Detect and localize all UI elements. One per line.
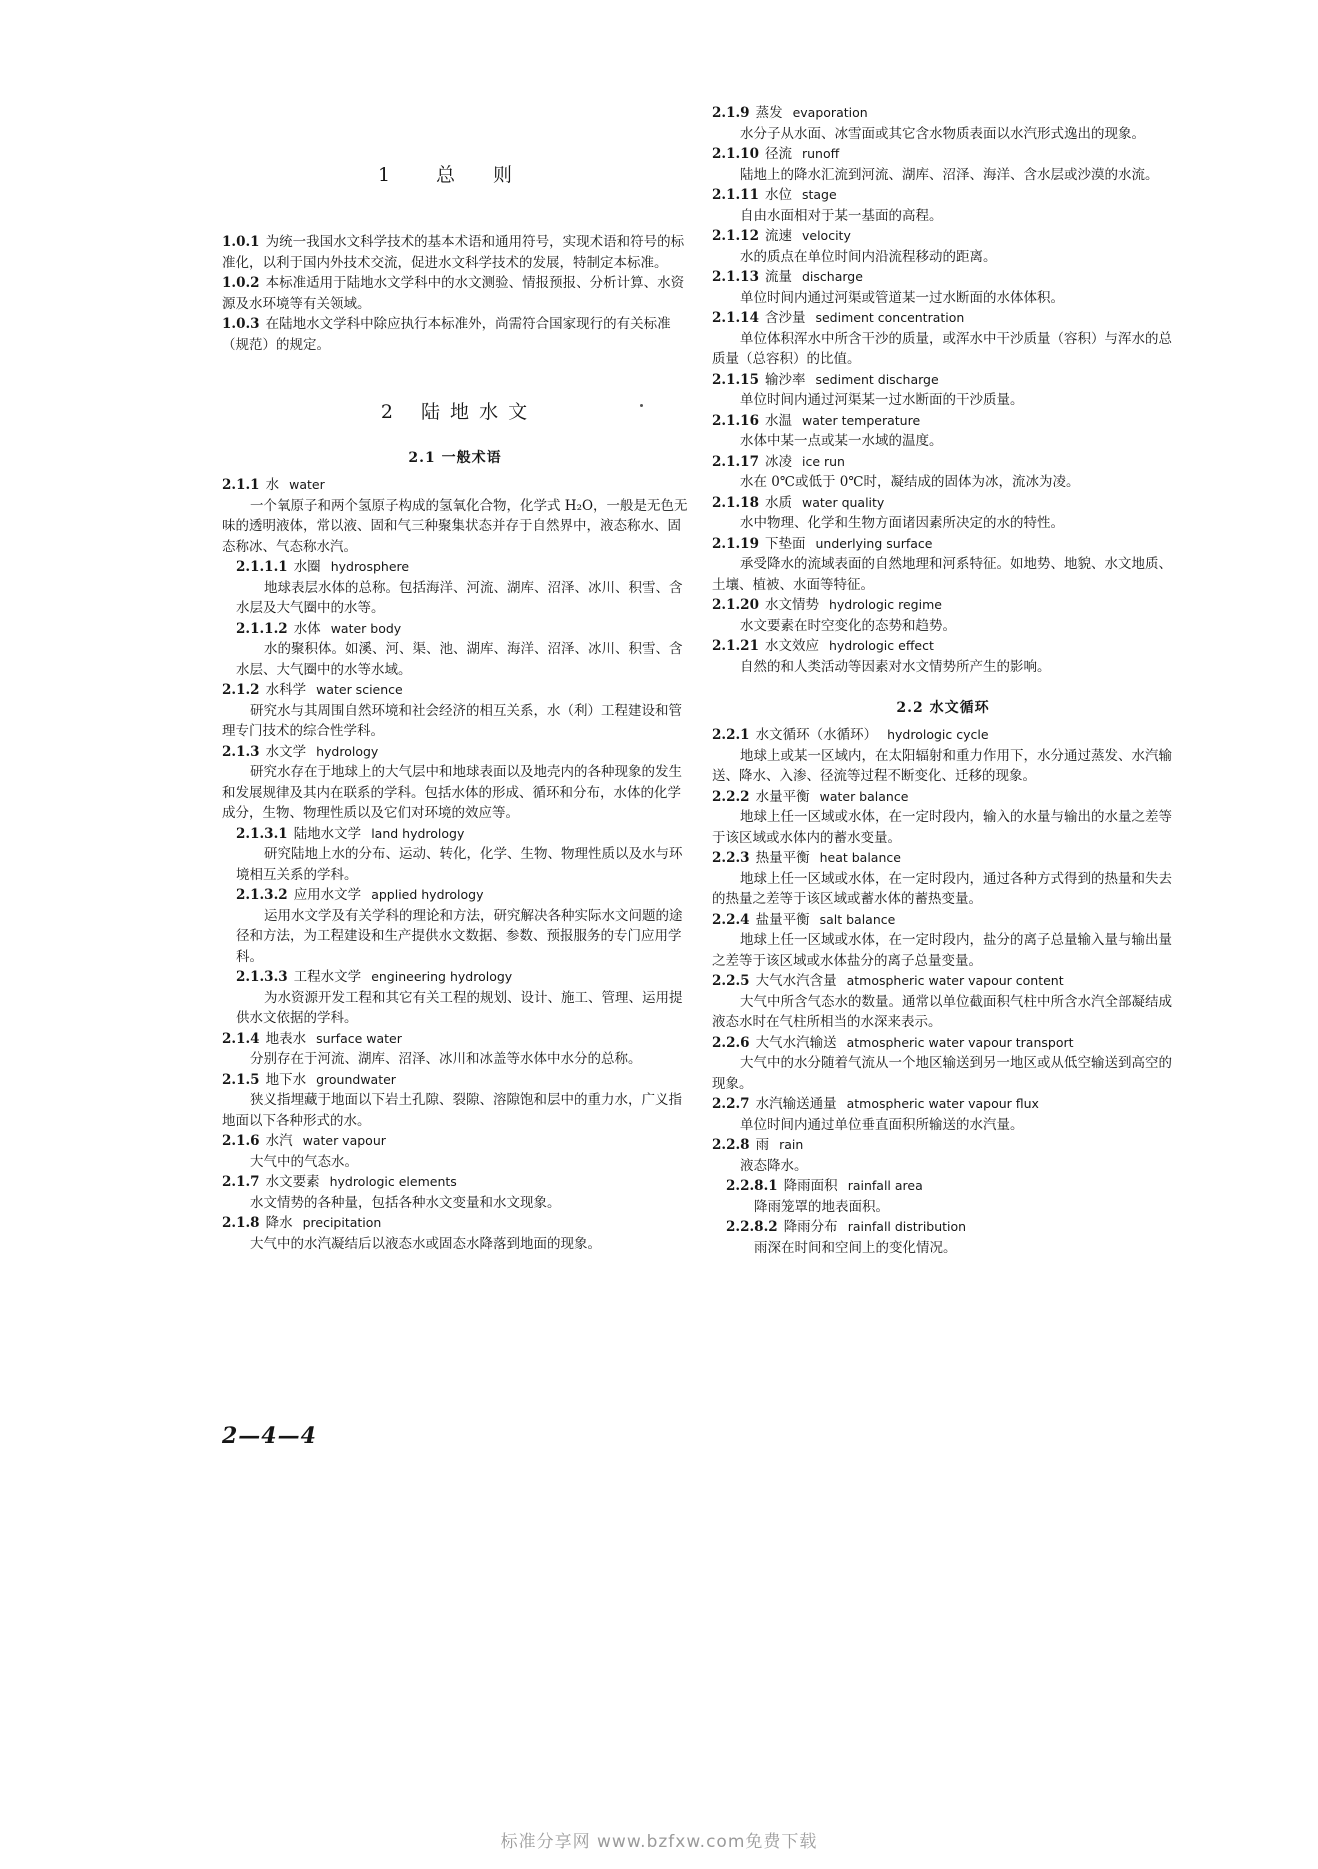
term-english: ice run	[801, 453, 845, 469]
term-list-right-b	[712, 725, 1174, 1258]
term-chinese: 降水	[265, 1215, 293, 1231]
term-chinese: 流速	[764, 228, 792, 244]
term-heading	[222, 475, 688, 496]
term-chinese: 热量平衡	[755, 850, 810, 866]
clause-text: 本标准适用于陆地水文学科中的水文测验、情报预报、分析计算、水资源及水环境等有关领域。	[222, 275, 685, 312]
term-definition: 水文情势的各种量，包括各种水文变量和水文现象。	[250, 1194, 561, 1211]
watermark-text: 标准分享网 www.bzfxw.com免费下载	[500, 1832, 818, 1852]
term-heading	[222, 742, 688, 763]
term-english: heat balance	[819, 850, 901, 865]
term-heading	[712, 267, 1174, 288]
term-chinese: 冰凌	[764, 453, 792, 470]
term-heading	[712, 226, 1174, 247]
term-heading	[712, 595, 1174, 616]
chapter-1-title	[222, 160, 688, 190]
term-chinese: 输沙率	[764, 371, 806, 388]
term-entry	[712, 267, 1174, 308]
term-english: surface water	[316, 1030, 402, 1046]
term-english: water vapour	[302, 1133, 386, 1148]
term-entry	[712, 1094, 1174, 1135]
term-list-right-a	[712, 103, 1174, 677]
term-heading	[712, 910, 1174, 931]
term-heading	[712, 1033, 1174, 1054]
term-definition: 大气中的气态水。	[250, 1153, 358, 1170]
term-number: 2.1.1.2	[236, 620, 288, 637]
term-heading	[726, 1176, 1174, 1197]
term-english: sediment concentration	[815, 310, 965, 325]
term-heading	[712, 493, 1174, 514]
term-english: water temperature	[801, 412, 921, 428]
right-column	[712, 103, 1174, 1258]
term-chinese: 流量	[764, 269, 792, 285]
term-chinese: 大气水汽输送	[755, 1034, 837, 1051]
term-heading	[712, 411, 1174, 432]
term-definition: 液态降水。	[740, 1157, 808, 1174]
term-english: precipitation	[302, 1215, 382, 1230]
term-chinese: 水文循环（水循环）	[755, 727, 878, 743]
term-english: velocity	[801, 228, 851, 243]
term-definition: 单位时间内通过单位垂直面积所输送的水汽量。	[740, 1116, 1024, 1133]
term-entry	[222, 1029, 688, 1070]
term-number: 2.1.13	[712, 269, 759, 285]
term-heading	[712, 452, 1174, 473]
term-entry	[222, 1213, 688, 1254]
term-english: engineering hydrology	[371, 969, 513, 984]
term-heading	[236, 619, 688, 640]
term-definition: 为水资源开发工程和其它有关工程的规划、设计、施工、管理、运用提供水文依据的学科。	[236, 989, 683, 1026]
term-entry	[222, 1172, 688, 1213]
term-number: 2.2.8.1	[726, 1178, 778, 1194]
term-english: salt balance	[819, 911, 896, 927]
term-entry	[222, 557, 688, 619]
term-heading	[712, 1135, 1174, 1156]
clause-number: 1.0.1	[222, 234, 260, 250]
term-number: 2.1.2	[222, 682, 260, 698]
term-chinese: 水	[265, 477, 280, 493]
term-definition: 分别存在于河流、湖库、沼泽、冰川和冰盖等水体中水分的总称。	[250, 1051, 642, 1067]
term-definition: 水体中某一点或某一水域的温度。	[740, 433, 943, 449]
term-chinese: 蒸发	[755, 105, 783, 121]
term-heading	[712, 185, 1174, 206]
chapter-number: 2	[380, 401, 395, 423]
term-entry	[222, 680, 688, 742]
page-number: 2—4—4	[222, 1423, 317, 1449]
term-chinese: 大气水汽含量	[755, 973, 837, 989]
term-chinese: 水体	[293, 620, 321, 637]
scan-speck	[640, 404, 643, 407]
term-entry	[222, 1131, 688, 1172]
term-heading	[712, 971, 1174, 992]
term-definition: 大气中所含气态水的数量。通常以单位截面积气柱中所含水汽全部凝结成液态水时在气柱所相当的水深来表示。	[712, 993, 1172, 1030]
term-chinese: 水量平衡	[755, 788, 810, 805]
term-entry	[712, 144, 1174, 185]
term-number: 2.1.3	[222, 743, 260, 760]
term-definition: 陆地上的降水汇流到河流、湖库、沼泽、海洋、含水层或沙漠的水流。	[740, 166, 1159, 183]
term-english: hydrologic regime	[828, 597, 942, 612]
term-definition: 地球表层水体的总称。包括海洋、河流、湖库、沼泽、冰川、积雪、含水层及大气圈中的水等。	[236, 579, 683, 616]
term-number: 2.1.5	[222, 1071, 260, 1088]
term-heading	[222, 680, 688, 701]
term-definition: 大气中的水汽凝结后以液态水或固态水降落到地面的现象。	[250, 1235, 601, 1252]
term-number: 2.2.4	[712, 911, 750, 928]
term-entry	[712, 493, 1174, 534]
chapter-2-title	[222, 397, 688, 427]
term-number: 2.1.6	[222, 1133, 260, 1149]
term-entry	[222, 742, 688, 824]
term-number: 2.1.3.2	[236, 887, 288, 903]
term-english: water science	[316, 682, 403, 697]
term-number: 2.1.1	[222, 477, 260, 493]
term-number: 2.2.2	[712, 788, 750, 805]
term-definition: 地球上任一区域或水体，在一定时段内，输入的水量与输出的水量之差等于该区域或水体内的蓄水变量。	[712, 809, 1172, 846]
term-heading	[712, 144, 1174, 165]
term-number: 2.2.7	[712, 1096, 750, 1112]
term-entry	[712, 1135, 1174, 1176]
term-heading	[712, 848, 1174, 869]
section-2-1-title: 2.1 一般术语	[408, 450, 502, 466]
clause-number: 1.0.2	[222, 275, 260, 291]
term-english: evaporation	[792, 105, 868, 120]
term-chinese: 陆地水文学	[293, 825, 362, 842]
term-heading	[712, 370, 1174, 391]
term-entry	[712, 534, 1174, 596]
term-number: 2.1.3.3	[236, 969, 288, 985]
term-heading	[712, 787, 1174, 808]
term-entry	[712, 1217, 1174, 1258]
term-entry	[712, 1176, 1174, 1217]
term-number: 2.1.1.1	[236, 559, 288, 575]
term-english: sediment discharge	[815, 371, 939, 387]
term-entry	[222, 475, 688, 557]
term-heading	[222, 1172, 688, 1193]
term-number: 2.1.19	[712, 535, 759, 552]
term-chinese: 地表水	[265, 1030, 307, 1047]
term-number: 2.1.7	[222, 1174, 260, 1190]
chapter-title-text: 陆 地 水 文	[420, 401, 530, 423]
term-chinese: 水科学	[265, 682, 307, 698]
term-definition: 单位时间内通过河渠或管道某一过水断面的水体体积。	[740, 289, 1064, 306]
term-chinese: 雨	[755, 1137, 770, 1153]
term-english: rain	[779, 1137, 804, 1152]
clause-text: 为统一我国水文科学技术的基本术语和通用符号，实现术语和符号的标准化，以利于国内外技术交流，促进水文科学技术的发展，特制定本标准。	[222, 234, 685, 271]
term-entry	[222, 967, 688, 1029]
term-chinese: 水文效应	[764, 638, 819, 654]
clause-paragraph	[222, 273, 688, 314]
term-english: water quality	[801, 494, 885, 510]
term-number: 2.2.8.2	[726, 1219, 778, 1235]
term-definition: 雨深在时间和空间上的变化情况。	[754, 1239, 957, 1256]
term-english: applied hydrology	[371, 887, 484, 902]
term-number: 2.1.11	[712, 187, 759, 203]
term-definition: 自然的和人类活动等因素对水文情势所产生的影响。	[740, 658, 1051, 675]
term-chinese: 盐量平衡	[755, 911, 810, 928]
left-column	[222, 160, 688, 1254]
term-chinese: 含沙量	[764, 310, 806, 326]
term-entry	[712, 910, 1174, 972]
term-chinese: 降雨面积	[783, 1178, 838, 1194]
term-english: hydrologic effect	[828, 638, 934, 653]
term-english: hydrosphere	[330, 559, 410, 574]
term-entry	[712, 452, 1174, 493]
term-heading	[236, 557, 688, 578]
term-heading	[712, 103, 1174, 124]
term-number: 2.1.8	[222, 1215, 260, 1231]
term-definition: 水中物理、化学和生物方面诸因素所决定的水的特性。	[740, 515, 1064, 531]
term-entry	[712, 103, 1174, 144]
general-clauses	[222, 232, 688, 355]
term-number: 2.1.14	[712, 310, 759, 326]
term-english: water balance	[819, 788, 909, 804]
term-definition: 单位体积浑水中所含干沙的质量，或浑水中干沙质量（容积）与浑水的总质量（总容积）的比值。	[712, 330, 1172, 367]
term-number: 2.2.1	[712, 727, 750, 743]
clause-paragraph	[222, 232, 688, 273]
term-entry	[712, 185, 1174, 226]
term-heading	[222, 1029, 688, 1050]
term-english: rainfall distribution	[847, 1219, 967, 1234]
term-chinese: 水温	[764, 412, 792, 429]
chapter-title-char: 总	[436, 164, 458, 186]
term-entry	[222, 619, 688, 681]
term-definition: 狭义指埋藏于地面以下岩土孔隙、裂隙、溶隙饱和层中的重力水，广义指地面以下各种形式的水。	[222, 1092, 682, 1129]
term-number: 2.2.6	[712, 1034, 750, 1051]
term-definition: 地球上或某一区域内，在太阳辐射和重力作用下，水分通过蒸发、水汽输送、降水、入渗、径流等过程不断变化、迁移的现象。	[712, 747, 1172, 784]
term-english: land hydrology	[371, 825, 465, 841]
term-english: atmospheric water vapour flux	[846, 1096, 1039, 1111]
term-chinese: 径流	[764, 146, 792, 162]
clause-paragraph	[222, 314, 688, 355]
term-heading	[726, 1217, 1174, 1238]
section-2-2-title: 2.2 水文循环	[896, 700, 990, 716]
term-entry	[712, 595, 1174, 636]
term-english: hydrologic elements	[329, 1174, 457, 1189]
term-chinese: 降雨分布	[783, 1219, 838, 1235]
term-heading	[712, 534, 1174, 555]
term-chinese: 水质	[764, 494, 792, 511]
term-heading	[712, 725, 1174, 746]
term-number: 2.2.8	[712, 1137, 750, 1153]
term-english: water body	[330, 620, 402, 636]
term-entry	[712, 848, 1174, 910]
term-number: 2.1.17	[712, 453, 759, 470]
term-definition: 研究水与其周围自然环境和社会经济的相互关系，水（利）工程建设和管理专门技术的综合性学科。	[222, 702, 682, 739]
term-chinese: 水文情势	[764, 597, 819, 613]
term-definition: 地球上任一区域或水体，在一定时段内，盐分的离子总量输入量与输出量之差等于该区域或水体盐分的离子总量变量。	[712, 932, 1172, 969]
term-heading	[222, 1131, 688, 1152]
term-number: 2.1.3.1	[236, 825, 288, 842]
term-chinese: 地下水	[265, 1071, 307, 1088]
term-definition: 水分子从水面、冰雪面或其它含水物质表面以水汽形式逸出的现象。	[740, 125, 1145, 142]
term-definition: 大气中的水分随着气流从一个地区输送到另一地区或从低空输送到高空的现象。	[712, 1055, 1172, 1092]
term-english: atmospheric water vapour content	[846, 973, 1064, 988]
term-definition: 水的质点在单位时间内沿流程移动的距离。	[740, 248, 997, 265]
term-english: hydrologic cycle	[887, 727, 989, 742]
term-heading	[712, 636, 1174, 657]
term-definition: 水的聚积体。如溪、河、渠、池、湖库、海洋、沼泽、冰川、积雪、含水层、大气圈中的水等水域。	[236, 641, 683, 678]
term-definition: 承受降水的流域表面的自然地理和河系特征。如地势、地貌、水文地质、土壤、植被、水面等特征。	[712, 556, 1172, 593]
clause-text: 在陆地水文学科中除应执行本标准外，尚需符合国家现行的有关标准（规范）的规定。	[222, 316, 671, 353]
term-entry	[712, 370, 1174, 411]
term-heading	[236, 885, 688, 906]
chapter-title-char: 则	[493, 164, 515, 186]
term-number: 2.2.3	[712, 850, 750, 866]
term-number: 2.1.16	[712, 412, 759, 429]
term-definition: 自由水面相对于某一基面的高程。	[740, 207, 943, 224]
term-number: 2.1.21	[712, 638, 759, 654]
term-chinese: 下垫面	[764, 535, 806, 552]
term-definition: 一个氧原子和两个氢原子构成的氢氧化合物，化学式 H₂O，一般是无色无味的透明液体，常以液、固和气三种聚集状态并存于自然界中，液态称水、固态称冰、气态称水汽。	[222, 497, 688, 555]
term-heading	[236, 967, 688, 988]
term-chinese: 水文学	[265, 743, 307, 760]
term-number: 2.1.9	[712, 105, 750, 121]
term-chinese: 应用水文学	[293, 887, 362, 903]
term-heading	[222, 1070, 688, 1091]
term-english: stage	[801, 187, 837, 202]
term-heading	[712, 308, 1174, 329]
term-entry	[222, 1070, 688, 1132]
term-number: 2.1.20	[712, 597, 759, 613]
term-definition: 水在 0℃或低于 0℃时，凝结成的固体为冰，流冰为凌。	[740, 474, 1080, 490]
term-entry	[712, 1033, 1174, 1095]
term-definition: 运用水文学及有关学科的理论和方法，研究解决各种实际水文问题的途径和方法，为工程建设和生产提供水文数据、参数、预报服务的专门应用学科。	[236, 907, 683, 965]
term-heading	[236, 824, 688, 845]
term-definition: 研究水存在于地球上的大气层中和地球表面以及地壳内的各种现象的发生和发展规律及其内在联系的学科。包括水体的形成、循环和分布，水体的化学成分，生物、物理性质以及它们对环境的效应等。	[222, 764, 682, 821]
term-chinese: 水位	[764, 187, 792, 203]
clause-number: 1.0.3	[222, 316, 260, 332]
term-number: 2.2.5	[712, 973, 750, 989]
term-entry	[712, 226, 1174, 267]
term-definition: 水文要素在时空变化的态势和趋势。	[740, 617, 956, 634]
term-definition: 研究陆地上水的分布、运动、转化，化学、生物、物理性质以及水与环境相互关系的学科。	[236, 846, 683, 883]
term-english: discharge	[801, 269, 863, 284]
term-number: 2.1.18	[712, 494, 759, 511]
chapter-number: 1	[377, 164, 393, 186]
term-english: groundwater	[316, 1071, 396, 1087]
term-entry	[712, 308, 1174, 370]
term-definition: 地球上任一区域或水体，在一定时段内，通过各种方式得到的热量和失去的热量之差等于该区域或蓄水体的蓄热变量。	[712, 870, 1172, 907]
term-chinese: 工程水文学	[293, 969, 362, 985]
term-entry	[712, 787, 1174, 849]
term-list-left	[222, 475, 688, 1254]
term-chinese: 水文要素	[265, 1174, 320, 1190]
term-english: water	[289, 477, 325, 492]
term-entry	[712, 636, 1174, 677]
term-number: 2.1.10	[712, 146, 759, 162]
term-english: runoff	[801, 146, 840, 161]
term-number: 2.1.15	[712, 371, 759, 388]
term-chinese: 水汽	[265, 1133, 293, 1149]
term-chinese: 水圈	[293, 559, 321, 575]
term-english: rainfall area	[847, 1178, 923, 1193]
term-heading	[222, 1213, 688, 1234]
term-entry	[222, 885, 688, 967]
term-english: underlying surface	[815, 535, 933, 551]
term-entry	[712, 725, 1174, 787]
term-definition: 降雨笼罩的地表面积。	[754, 1198, 889, 1215]
term-definition: 单位时间内通过河渠某一过水断面的干沙质量。	[740, 392, 1024, 408]
term-english: hydrology	[316, 743, 379, 759]
term-entry	[712, 971, 1174, 1033]
term-english: atmospheric water vapour transport	[846, 1034, 1074, 1050]
term-number: 2.1.12	[712, 228, 759, 244]
term-entry	[712, 411, 1174, 452]
term-number: 2.1.4	[222, 1030, 260, 1047]
term-heading	[712, 1094, 1174, 1115]
term-chinese: 水汽输送通量	[755, 1096, 837, 1112]
term-entry	[222, 824, 688, 886]
